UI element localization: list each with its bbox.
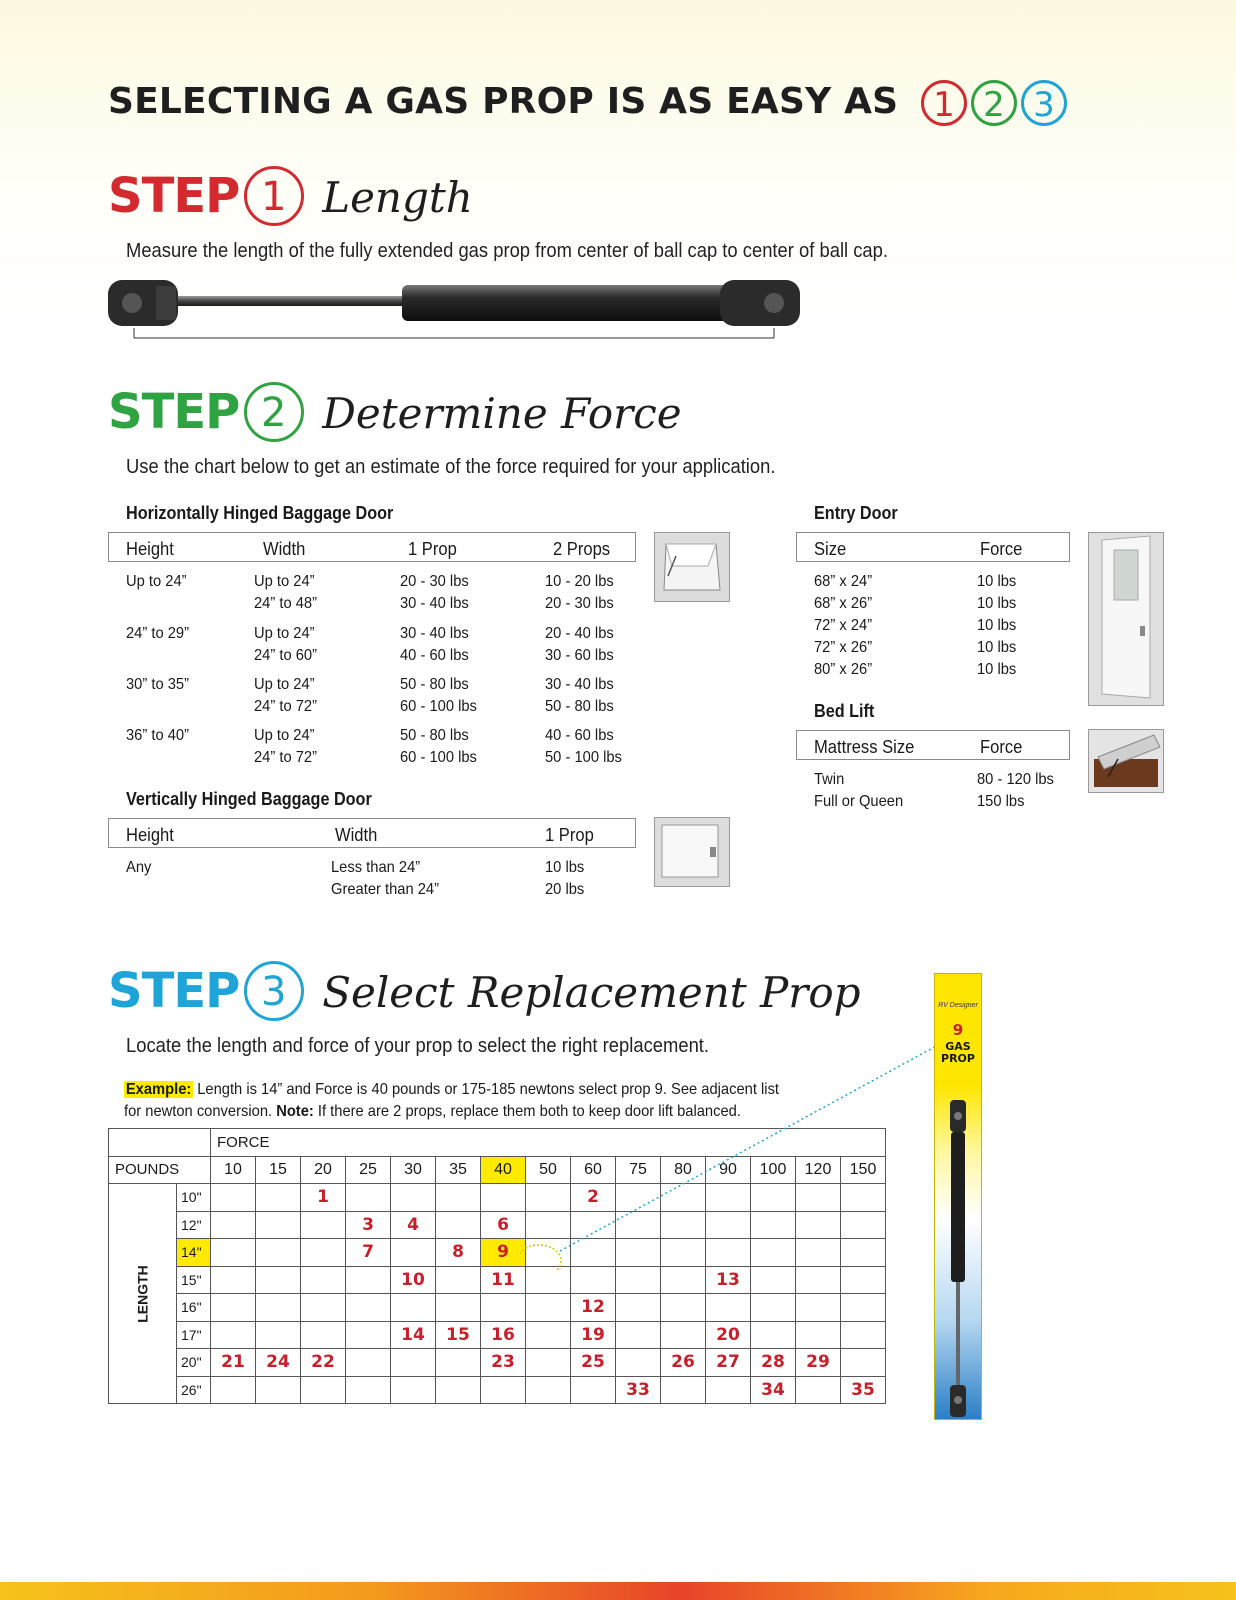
bedlift-header-force: Force [980,737,1023,757]
empty-cell [796,1376,841,1404]
step3-title: Select Replacement Prop [322,968,861,1017]
h-row1-one2: 30 - 40 lbs [400,595,469,612]
pounds-header-15: 15 [256,1156,301,1184]
h-row3-height: 30” to 35” [126,676,190,693]
entry-force-3: 10 lbs [977,617,1017,634]
prop-number-19: 19 [571,1321,616,1349]
vertical-header-height: Height [126,825,174,845]
bedlift-size-1: Twin [814,771,845,788]
pounds-header-150: 150 [841,1156,886,1184]
empty-cell [391,1184,436,1212]
step3-heading [108,963,861,1021]
pounds-header-20: 20 [301,1156,346,1184]
horizontal-door-photo [654,532,730,602]
step3-number: 3 [244,961,304,1021]
prop-number-9: 9 [481,1239,526,1267]
step1-description: Measure the length of the fully extended gas prop from center of ball cap to center of ball cap. [126,240,889,262]
pounds-header-100: 100 [751,1156,796,1184]
empty-cell [481,1184,526,1212]
pounds-header-120: 120 [796,1156,841,1184]
package-prop-image [935,1100,981,1420]
entry-size-5: 80” x 26” [814,661,873,678]
prop-number-16: 16 [481,1321,526,1349]
h-row4-width2: 24” to 72” [254,749,318,766]
empty-cell [346,1184,391,1212]
empty-cell [616,1349,661,1377]
h-row2-width2: 24” to 60” [254,647,318,664]
empty-cell [256,1239,301,1267]
prop-number-21: 21 [211,1349,256,1377]
gas-prop-package [934,973,982,1420]
h-row2-one2: 40 - 60 lbs [400,647,469,664]
bedlift-header-size: Mattress Size [814,737,915,757]
empty-cell [436,1294,481,1322]
bedlift-size-2: Full or Queen [814,793,904,810]
empty-cell [256,1266,301,1294]
grid-length-label-cell [109,1184,177,1404]
vertical-header-1prop: 1 Prop [545,825,594,845]
entry-door-photo [1088,532,1164,706]
empty-cell [256,1321,301,1349]
empty-cell [346,1349,391,1377]
empty-cell [211,1376,256,1404]
h-row1-two1: 10 - 20 lbs [545,573,614,590]
empty-cell [706,1294,751,1322]
v-width1: Less than 24” [331,859,421,876]
pounds-header-35: 35 [436,1156,481,1184]
length-header: 16" [177,1294,211,1322]
empty-cell [841,1349,886,1377]
empty-cell [841,1266,886,1294]
length-header: 14" [177,1239,211,1267]
grid-length-row [109,1294,886,1322]
empty-cell [256,1294,301,1322]
empty-cell [616,1321,661,1349]
package-line2: PROP [941,1052,975,1065]
prop-number-24: 24 [256,1349,301,1377]
empty-cell [526,1349,571,1377]
example-leader-line [520,1030,960,1270]
h-row1-two2: 20 - 30 lbs [545,595,614,612]
example-label: Example: [125,1081,192,1098]
step1-label: STEP [108,168,240,224]
pounds-header-50: 50 [526,1156,571,1184]
empty-cell [436,1376,481,1404]
package-brand: RV Designer [938,1002,978,1009]
h-row3-two1: 30 - 40 lbs [545,676,614,693]
empty-cell [391,1376,436,1404]
headline-text: SELECTING A GAS PROP IS AS EASY AS [108,81,899,122]
empty-cell [706,1376,751,1404]
length-header: 10" [177,1184,211,1212]
entry-door-title: Entry Door [814,503,898,523]
step2-description: Use the chart below to get an estimate of the force required for your application. [126,456,776,478]
empty-cell [211,1239,256,1267]
grid-corner [109,1129,211,1157]
empty-cell [481,1294,526,1322]
vertical-door-photo [654,817,730,887]
entry-header-force: Force [980,539,1023,559]
length-header: 15" [177,1266,211,1294]
empty-cell [571,1376,616,1404]
prop-number-1: 1 [301,1184,346,1212]
empty-cell [661,1294,706,1322]
length-header: 12" [177,1211,211,1239]
prop-number-10: 10 [391,1266,436,1294]
h-row2-two1: 20 - 40 lbs [545,625,614,642]
h-row2-width1: Up to 24” [254,625,315,642]
entry-force-1: 10 lbs [977,573,1017,590]
prop-number-8: 8 [436,1239,481,1267]
pounds-header-80: 80 [661,1156,706,1184]
empty-cell [211,1294,256,1322]
circle-two: 2 [971,80,1017,126]
empty-cell [436,1349,481,1377]
empty-cell [391,1349,436,1377]
step3-description: Locate the length and force of your prop to select the right replacement. [126,1035,710,1057]
bed-lift-photo [1088,729,1164,793]
prop-number-25: 25 [571,1349,616,1377]
prop-number-26: 26 [661,1349,706,1377]
entry-size-4: 72” x 26” [814,639,873,656]
gas-prop-image [106,278,802,342]
prop-number-28: 28 [751,1349,796,1377]
entry-force-5: 10 lbs [977,661,1017,678]
horizontal-door-title: Horizontally Hinged Baggage Door [126,503,394,523]
step2-heading [108,384,682,442]
pounds-header-30: 30 [391,1156,436,1184]
grid-pounds-label: POUNDS [109,1156,211,1184]
bed-lift-title: Bed Lift [814,701,875,721]
pounds-header-90: 90 [706,1156,751,1184]
pounds-header-60: 60 [571,1156,616,1184]
circle-one: 1 [921,80,967,126]
step2-title: Determine Force [322,389,682,438]
grid-length-row [109,1349,886,1377]
empty-cell [301,1294,346,1322]
empty-cell [346,1266,391,1294]
bedlift-force-1: 80 - 120 lbs [977,771,1054,788]
horizontal-header-height: Height [126,539,174,559]
empty-cell [436,1266,481,1294]
bottom-color-bar [0,1582,1236,1600]
grid-force-label: FORCE [211,1129,886,1157]
h-row3-two2: 50 - 80 lbs [545,698,614,715]
empty-cell [526,1294,571,1322]
pounds-header-10: 10 [211,1156,256,1184]
h-row3-one1: 50 - 80 lbs [400,676,469,693]
empty-cell [256,1211,301,1239]
example-line2a: for newton conversion. [124,1103,277,1120]
empty-cell [841,1321,886,1349]
pounds-header-75: 75 [616,1156,661,1184]
empty-cell [346,1294,391,1322]
h-row1-width1: Up to 24” [254,573,315,590]
h-row4-one2: 60 - 100 lbs [400,749,477,766]
grid-length-row [109,1376,886,1404]
circle-three: 3 [1021,80,1067,126]
empty-cell [796,1266,841,1294]
empty-cell [751,1266,796,1294]
pounds-header-25: 25 [346,1156,391,1184]
step2-number: 2 [244,382,304,442]
empty-cell [751,1294,796,1322]
empty-cell [481,1376,526,1404]
empty-cell [436,1211,481,1239]
grid-length-label: LENGTH [134,1264,151,1323]
example-line2b: If there are 2 props, replace them both to keep door lift balanced. [313,1103,741,1120]
prop-number-33: 33 [616,1376,661,1404]
v-height: Any [126,859,152,876]
empty-cell [301,1239,346,1267]
empty-cell [661,1376,706,1404]
step1-title: Length [322,173,473,222]
h-row1-height: Up to 24” [126,573,187,590]
empty-cell [616,1266,661,1294]
h-row4-two1: 40 - 60 lbs [545,727,614,744]
empty-cell [256,1184,301,1212]
entry-size-3: 72” x 24” [814,617,873,634]
grid-length-row [109,1321,886,1349]
empty-cell [661,1321,706,1349]
h-row2-one1: 30 - 40 lbs [400,625,469,642]
prop-number-7: 7 [346,1239,391,1267]
empty-cell [211,1266,256,1294]
vertical-door-title: Vertically Hinged Baggage Door [126,789,372,809]
empty-cell [841,1294,886,1322]
h-row4-height: 36” to 40” [126,727,190,744]
package-number: 9 [952,1021,964,1039]
empty-cell [211,1184,256,1212]
entry-header-size: Size [814,539,847,559]
grid-length-row [109,1266,886,1294]
empty-cell [301,1266,346,1294]
empty-cell [346,1321,391,1349]
h-row4-width1: Up to 24” [254,727,315,744]
h-row4-two2: 50 - 100 lbs [545,749,622,766]
step1-number: 1 [244,166,304,226]
empty-cell [526,1266,571,1294]
prop-number-35: 35 [841,1376,886,1404]
example-text: Length is 14” and Force is 40 pounds or 175-185 newtons select prop 9. See adjacent list [193,1081,780,1098]
h-row2-two2: 30 - 60 lbs [545,647,614,664]
empty-cell [211,1211,256,1239]
h-row1-one1: 20 - 30 lbs [400,573,469,590]
empty-cell [751,1321,796,1349]
empty-cell [571,1266,616,1294]
empty-cell [301,1211,346,1239]
empty-cell [301,1376,346,1404]
package-label [935,1041,981,1065]
entry-size-1: 68” x 24” [814,573,873,590]
prop-number-6: 6 [481,1211,526,1239]
empty-cell [526,1321,571,1349]
package-line1: GAS [945,1040,971,1053]
h-row3-width2: 24” to 72” [254,698,318,715]
entry-force-4: 10 lbs [977,639,1017,656]
empty-cell [436,1184,481,1212]
empty-cell [526,1376,571,1404]
prop-number-2: 2 [571,1184,616,1212]
entry-size-2: 68” x 26” [814,595,873,612]
step3-label: STEP [108,963,240,1019]
pounds-header-40: 40 [481,1156,526,1184]
empty-cell [661,1266,706,1294]
empty-cell [346,1376,391,1404]
h-row3-one2: 60 - 100 lbs [400,698,477,715]
prop-number-3: 3 [346,1211,391,1239]
note-label: Note: [276,1103,314,1120]
prop-number-23: 23 [481,1349,526,1377]
prop-number-15: 15 [436,1321,481,1349]
h-row3-width1: Up to 24” [254,676,315,693]
empty-cell [796,1321,841,1349]
horizontal-header-1prop: 1 Prop [408,539,457,559]
empty-cell [301,1321,346,1349]
prop-number-14: 14 [391,1321,436,1349]
prop-number-34: 34 [751,1376,796,1404]
page-headline [108,80,1067,126]
empty-cell [256,1376,301,1404]
length-header: 17" [177,1321,211,1349]
prop-number-11: 11 [481,1266,526,1294]
prop-number-29: 29 [796,1349,841,1377]
v-one2: 20 lbs [545,881,585,898]
vertical-header-width: Width [335,825,378,845]
empty-cell [391,1239,436,1267]
empty-cell [211,1321,256,1349]
prop-number-27: 27 [706,1349,751,1377]
step2-label: STEP [108,384,240,440]
h-row4-one1: 50 - 80 lbs [400,727,469,744]
prop-number-20: 20 [706,1321,751,1349]
empty-cell [616,1294,661,1322]
prop-number-12: 12 [571,1294,616,1322]
entry-force-2: 10 lbs [977,595,1017,612]
prop-number-13: 13 [706,1266,751,1294]
length-header: 20" [177,1349,211,1377]
prop-number-4: 4 [391,1211,436,1239]
v-one1: 10 lbs [545,859,585,876]
length-header: 26" [177,1376,211,1404]
h-row2-height: 24” to 29” [126,625,190,642]
empty-cell [391,1294,436,1322]
prop-number-22: 22 [301,1349,346,1377]
v-width2: Greater than 24” [331,881,440,898]
step1-heading [108,168,473,226]
h-row1-width2: 24” to 48” [254,595,318,612]
empty-cell [796,1294,841,1322]
bedlift-force-2: 150 lbs [977,793,1025,810]
horizontal-header-width: Width [263,539,306,559]
horizontal-header-2props: 2 Props [553,539,611,559]
